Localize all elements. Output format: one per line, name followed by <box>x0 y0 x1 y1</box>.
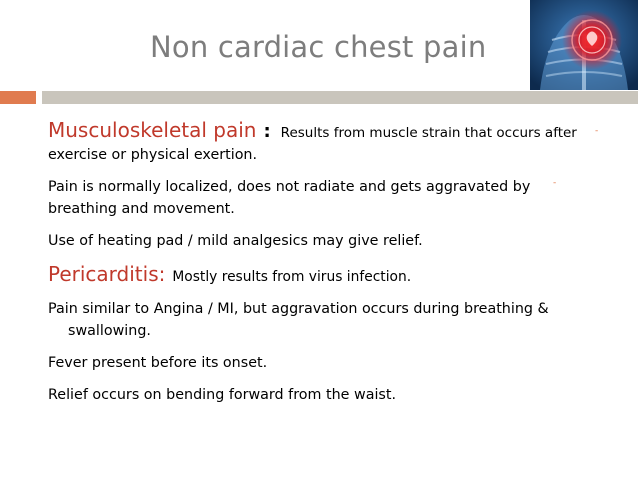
slide-marker: - <box>595 126 599 136</box>
heading-colon: : <box>263 121 271 142</box>
divider-bar <box>42 91 638 104</box>
musculoskeletal-intro: Results from muscle strain that occurs after <box>280 125 577 141</box>
musculoskeletal-heading: Musculoskeletal pain <box>48 118 257 142</box>
musculoskeletal-intro-continued: exercise or physical exertion. <box>48 147 258 163</box>
musculoskeletal-heading-line <box>48 118 618 144</box>
accent-bar <box>0 91 36 104</box>
pericarditis-paragraph-2-line-2: swallowing. <box>68 323 151 339</box>
pericarditis-intro: Mostly results from virus infection. <box>172 269 412 285</box>
musculoskeletal-paragraph-2-line-2: breathing and movement. <box>48 201 235 217</box>
pericarditis-paragraph-3: Fever present before its onset. <box>48 355 268 371</box>
slide-marker: - <box>553 178 557 188</box>
musculoskeletal-paragraph-3: Use of heating pad / mild analgesics may give relief. <box>48 233 423 249</box>
slide-title: Non cardiac chest pain <box>150 30 487 64</box>
musculoskeletal-paragraph-2-line-1: Pain is normally localized, does not radiate and gets aggravated by <box>48 179 531 195</box>
pericarditis-paragraph-2-line-1: Pain similar to Angina / MI, but aggravation occurs during breathing & <box>48 301 549 317</box>
pericarditis-paragraph-4: Relief occurs on bending forward from the waist. <box>48 387 397 403</box>
pericarditis-heading: Pericarditis: <box>48 262 166 286</box>
chest-xray-heart-image <box>530 0 638 90</box>
slide-body <box>48 118 618 406</box>
pericarditis-heading-line <box>48 262 618 288</box>
chest-xray-heart-illustration <box>530 0 638 90</box>
